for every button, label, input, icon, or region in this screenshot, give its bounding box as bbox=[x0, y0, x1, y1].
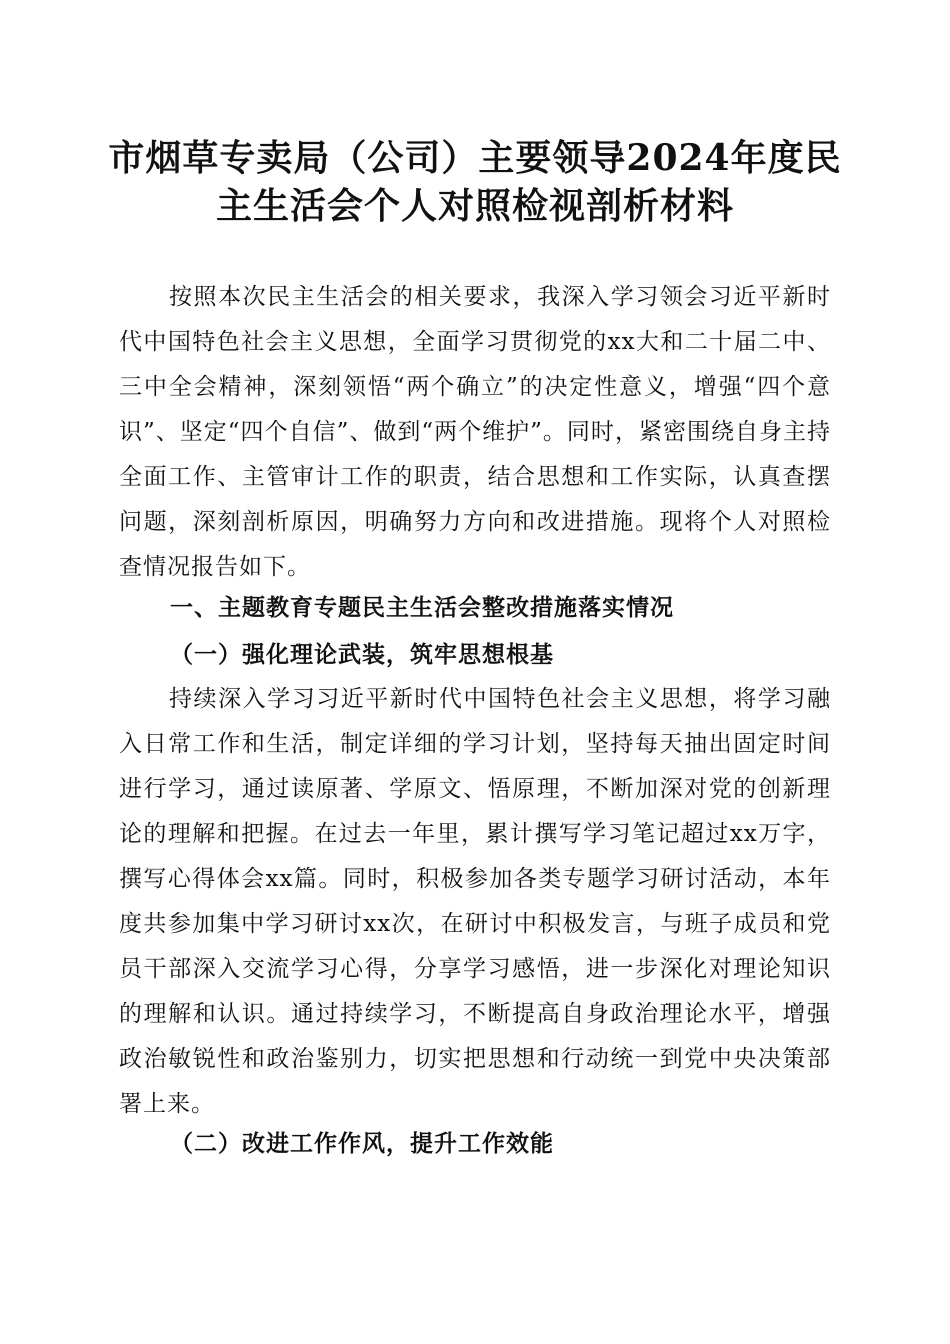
intro-paragraph: 按照本次民主生活会的相关要求，我深入学习领会习近平新时代中国特色社会主义思想，全面学习贯彻党的xx大和二十届二中、三中全会精神，深刻领悟“两个确立”的决定性意义，增强“四个意识”、坚定“四个自信”、做到“两个维护”。同时，紧密围绕自身主持全面工作、主管审计工作的职责，结合思想和工作实际，认真查摆问题，深刻剖析原因，明确努力方向和改进措施。现将个人对照检查情况报告如下。 bbox=[119, 284, 831, 580]
section-1-heading: 一、主题教育专题民主生活会整改措施落实情况 bbox=[170, 595, 674, 621]
document-title-line-1: 市烟草专卖局（公司）主要领导2024年度民 bbox=[108, 137, 842, 179]
subsection-2-heading: （二）改进工作作风，提升工作效能 bbox=[170, 1130, 554, 1157]
document-title-line-2: 主生活会个人对照检视剖析材料 bbox=[215, 185, 734, 227]
subsection-1-paragraph: 持续深入学习习近平新时代中国特色社会主义思想，将学习融入日常工作和生活，制定详细的学习计划，坚持每天抽出固定时间进行学习，通过读原著、学原文、悟原理，不断加深对党的创新理论的理解和把握。在过去一年里，累计撰写学习笔记超过xx万字，撰写心得体会xx篇。同时，积极参加各类专题学习研讨活动，本年度共参加集中学习研讨xx次，在研讨中积极发言，与班子成员和党员干部深入交流学习心得，分享学习感悟，进一步深化对理论知识的理解和认识。通过持续学习，不断提高自身政治理论水平，增强政治敏锐性和政治鉴别力，切实把思想和行动统一到党中央决策部署上来。 bbox=[119, 686, 831, 1117]
subsection-1-heading: （一）强化理论武装，筑牢思想根基 bbox=[170, 641, 554, 668]
